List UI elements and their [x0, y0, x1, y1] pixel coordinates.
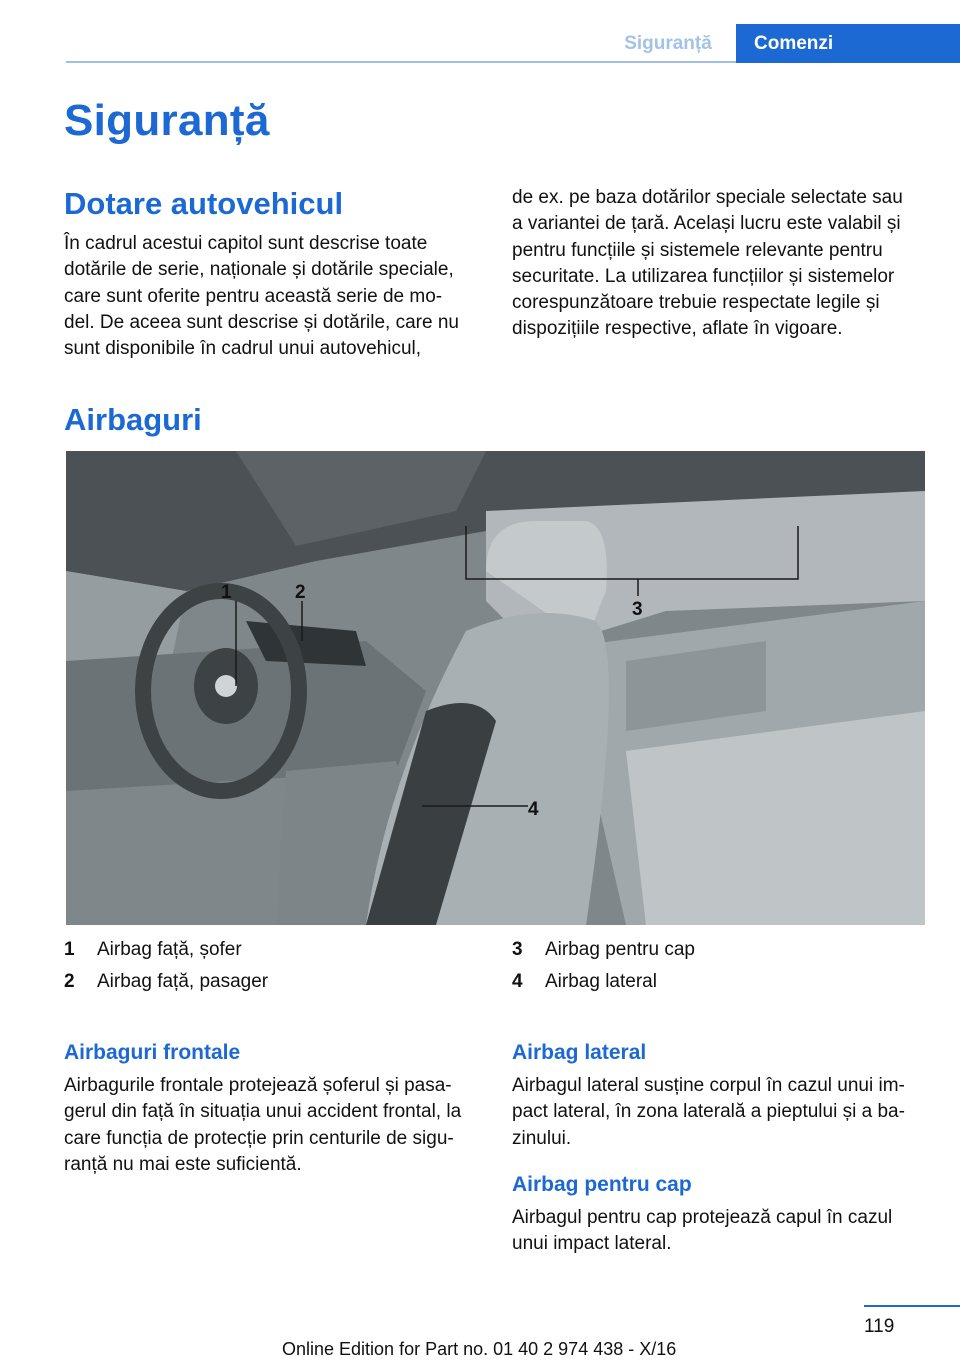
side-airbag-heading: Airbag lateral	[512, 1041, 647, 1064]
brand-logo	[215, 675, 237, 697]
legend-item	[512, 966, 932, 998]
car-interior-illustration	[66, 451, 925, 925]
figure-legend-left	[64, 934, 484, 998]
text-line: gerul din față în situația unui accident frontal, la	[64, 1101, 462, 1123]
text-line: care sunt oferite pentru această serie de mo-	[64, 285, 443, 307]
legend-number: 4	[512, 971, 523, 992]
edition-text: Online Edition for Part no. 01 40 2 974 438 - X/16	[282, 1339, 677, 1359]
front-airbags-heading: Airbaguri frontale	[64, 1041, 241, 1064]
head-airbag-heading: Airbag pentru cap	[512, 1173, 692, 1196]
text-line: zinului.	[512, 1127, 572, 1149]
car-interior-drawing	[66, 451, 925, 925]
text-line: corespunzătoare trebuie respectate legile și	[512, 292, 880, 314]
text-line: dispozițiile respective, aflate în vigoare.	[512, 318, 843, 340]
figure-legend-right	[512, 934, 932, 998]
text-line: del. De aceea sunt descrise și dotările, care nu	[64, 311, 459, 333]
text-line: securitate. La utilizarea funcțiilor și sistemelor	[512, 265, 895, 287]
text-line: Airbagul pentru cap protejează capul în cazul	[512, 1207, 893, 1228]
legend-item	[64, 934, 484, 966]
equipment-text-col2	[512, 185, 903, 343]
text-line: a variantei de țară. Același lucru este valabil și	[512, 213, 901, 235]
text-line: dotările de serie, naționale și dotările speciale,	[64, 259, 454, 281]
chapter-title: Siguranță	[64, 96, 270, 145]
text-line: unui impact lateral.	[512, 1233, 672, 1255]
text-line: pentru funcțiile și sistemele relevante pentru	[512, 239, 883, 261]
header-section-label[interactable]: Siguranță	[624, 33, 712, 54]
legend-item	[512, 934, 932, 966]
text-line: pact lateral, în zona laterală a pieptului și a ba-	[512, 1101, 905, 1123]
footer-rule	[864, 1305, 960, 1307]
callout-4-label: 4	[528, 799, 539, 820]
text-line: care funcția de protecție prin centurile de sigu-	[64, 1127, 454, 1149]
text-line: ranță nu mai este suficientă.	[64, 1153, 302, 1175]
callout-3-label: 3	[632, 599, 643, 620]
callout-1-label: 1	[221, 582, 232, 603]
header-tab-comenzi[interactable]: Comenzi	[736, 24, 960, 63]
airbags-heading: Airbaguri	[64, 402, 202, 437]
equipment-heading: Dotare autovehicul	[64, 186, 344, 221]
legend-text: Airbag față, șofer	[97, 939, 242, 960]
legend-number: 2	[64, 971, 75, 992]
legend-number: 1	[64, 939, 75, 960]
head-airbag-text	[512, 1205, 892, 1258]
legend-item	[64, 966, 484, 998]
equipment-text-col1	[64, 231, 459, 362]
text-line: Airbagurile frontale protejează șoferul și pasa-	[64, 1075, 452, 1096]
legend-number: 3	[512, 939, 523, 960]
front-airbags-text	[64, 1073, 461, 1178]
text-line: În cadrul acestui capitol sunt descrise toate	[64, 233, 428, 254]
callout-2-label: 2	[295, 582, 306, 603]
legend-text: Airbag pentru cap	[545, 939, 695, 960]
text-line: de ex. pe baza dotărilor speciale selectate sau	[512, 187, 903, 208]
text-line: Airbagul lateral susține corpul în cazul unui im-	[512, 1075, 905, 1096]
legend-text: Airbag față, pasager	[97, 971, 269, 992]
legend-text: Airbag lateral	[545, 971, 657, 992]
side-airbag-text	[512, 1073, 905, 1152]
page-number: 119	[864, 1316, 895, 1337]
text-line: sunt disponibile în cadrul unui autovehicul,	[64, 338, 422, 360]
